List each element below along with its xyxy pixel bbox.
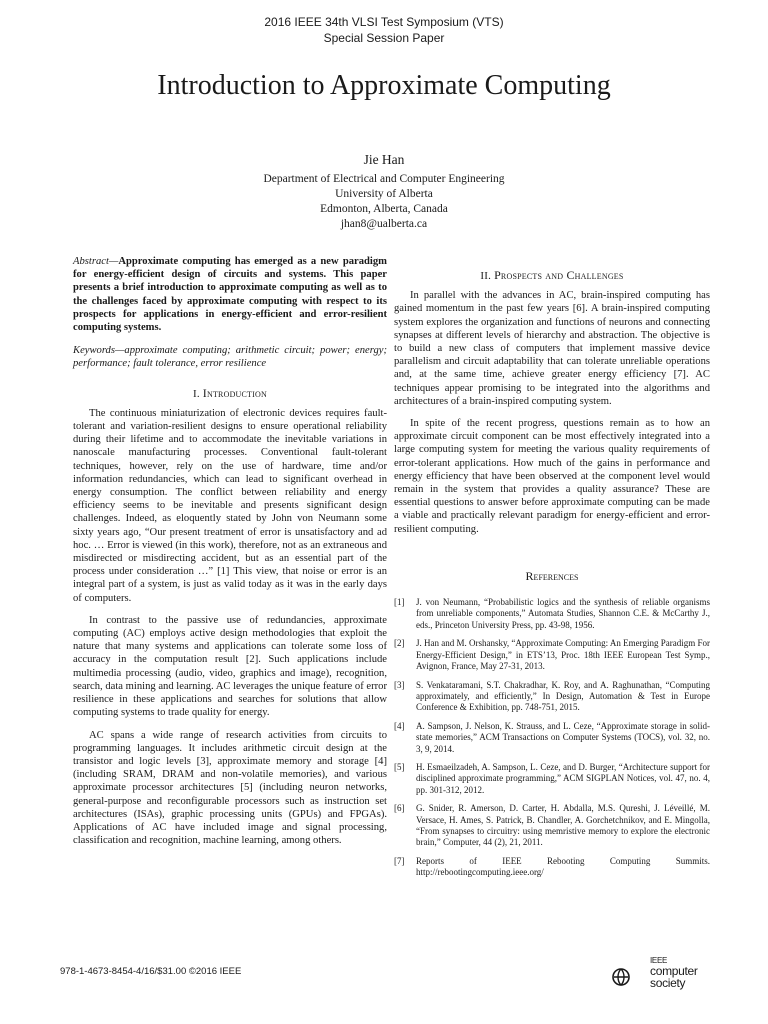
logo-computer-text: computer (650, 964, 698, 978)
reference-list (394, 597, 710, 879)
author-university: University of Alberta (335, 188, 433, 200)
footer-isbn: 978-1-4673-8454-4/16/$31.00 ©2016 IEEE (60, 966, 242, 977)
prospects-paragraph-2: In spite of the recent progress, questions remain as to how an approximate circuit component can be most effectively integrated into a large computing system for meeting the various quality requirements of error-tolerant applications. How much of the gains in performance and energy efficiency that have been observed at the component level would remain in the system that provides a quality assurance? These are essential questions to answer before approximate computing can be made a viable and practically relevant paradigm for energy-efficient and error-resilient computing. (394, 418, 710, 535)
prospects-paragraph-1: In parallel with the advances in AC, brain-inspired computing has gained momentum in the past few years [6]. A brain-inspired computing system explores the organization and functions of neurons and connecting synapses at different levels of hierarchy and abstraction. The objective is to build a new class of computers that implement massive device parallelism and circuit adaptability that can tolerate unreliable operations and, at the same time, achieve greater energy efficiency [7]. AC techniques appear promising to be integrated into the algorithms and architectures of a brain-inspired computing system. (394, 290, 710, 407)
abstract-lead: Abstract— (73, 256, 119, 267)
right-column (394, 255, 710, 886)
logo-ieee-text: IEEE (650, 956, 668, 965)
intro-paragraph-1: The continuous miniaturization of electronic devices requires fault-tolerant and variation-resilient designs to ensure operational reliability during their lifetime and to accommodate the inevitable variations in nanoscale manufacturing processes. Conventional fault-tolerant techniques, however, rely on the use of hardware, time and/or information redundancies, which can lead to significant overhead in energy consumption. The conflict between reliability and energy efficiency seems to be inevitable and presents significant design challenges. Indeed, as eloquently stated by John von Neumann some sixty years ago, “Our present treatment of error is unsatisfactory and ad hoc. … Error is viewed (in this work), therefore, not as an extraneous and misdirected or misdirecting accident, but as an essential part of the process under consideration …” [1] This view, that noise or error is an integral part of a system, is just as valid today as it was in the early days of computers. (73, 407, 387, 604)
keywords: Keywords—approximate computing; arithmetic circuit; power; energy; performance; fault tolerance, error resilience (73, 345, 387, 370)
author-name: Jie Han (363, 152, 405, 167)
logo-society-text: society (650, 976, 686, 990)
reference-item: [4] A. Sampson, J. Nelson, K. Strauss, and L. Ceze, “Approximate storage in solid-state memories,” ACM Transactions on Computer Systems (TOCS), vol. 32, no. 3, 9, 2014. (394, 720, 710, 754)
left-column (73, 255, 387, 856)
abstract-text: Approximate computing has emerged as a new paradigm for energy-efficient design of circuits and systems. This paper presents a brief introduction to approximate computing as well as to the challenges faced by approximate computing with respect to its prospects for applications in energy-efficient and error-resilient computing systems. (73, 256, 387, 334)
section-heading-prospects (394, 269, 710, 283)
reference-item: [3] S. Venkataramani, S.T. Chakradhar, K. Roy, and A. Raghunathan, “Computing approximately, and efficiently,” In Design, Automation & Test in Europe Conference & Exhibition, pp. 748-751, 2015. (394, 679, 710, 713)
reference-item: [7] Reports of IEEE Rebooting Computing Summits. http://rebootingcomputing.ieee.org/ (394, 855, 710, 878)
intro-paragraph-2: In contrast to the passive use of redundancies, approximate computing (AC) employs active design methodologies that exploit the nature that many systems and applications can tolerate some loss of accuracy in the computation result [2]. Such applications include multimedia processing (audio, video, graphics and image), recognition, search, data mining and learning. AC leverages the unique feature of error resilience in these applications and searches for solutions that allow computing systems to trade quality for energy. (73, 614, 387, 719)
paper-title: Introduction to Approximate Computing (157, 70, 611, 101)
author-email[interactable]: jhan8@ualberta.ca (340, 218, 428, 230)
conference-name: 2016 IEEE 34th VLSI Test Symposium (VTS) (264, 15, 504, 29)
reference-item: [5] H. Esmaeilzadeh, A. Sampson, L. Ceze, and D. Burger, “Architecture support for disciplined approximate programming,” ACM SIGPLAN Notices, vol. 47, no. 4, pp. 301-312, 2012. (394, 761, 710, 795)
session-label: Special Session Paper (323, 31, 445, 45)
section-title: Prospects and Challenges (494, 268, 624, 282)
references-heading: References (525, 568, 579, 583)
conference-header (0, 14, 768, 46)
section-heading-introduction (73, 387, 387, 401)
abstract (73, 255, 387, 334)
section-title: Introduction (202, 385, 267, 400)
author-location: Edmonton, Alberta, Canada (320, 203, 448, 215)
section-number: I. (193, 387, 200, 400)
author-block (0, 150, 768, 232)
section-number: II. (480, 270, 492, 282)
reference-item: [6] G. Snider, R. Amerson, D. Carter, H. Abdalla, M.S. Qureshi, J. Léveillé, M. Versace, H. Ames, S. Patrick, B. Chandler, A. Gorchetchnikov, and E. Mingolla, “From synapses to circuitry: using memristive memory to explore the electronic brain,” Computer, 44 (2), 21, 2011. (394, 803, 710, 848)
ieee-computer-society-logo (612, 958, 702, 998)
intro-paragraph-3: AC spans a wide range of research activities from circuits to programming languages. It includes arithmetic circuit design at the transistor and logic levels [3], approximate memory and storage [4] (including SRAM, DRAM and non-volatile memories), and various approximate processor architectures [5] (including neuron networks, general-purpose and reconfigurable processors such as instruction set architectures (ISAs), graphic processing units (GPUs) and FPGAs). Applications of AC have included image and signal processing, classification and recognition, machine learning, among others. (73, 729, 387, 847)
reference-item: [1] J. von Neumann, “Probabilistic logics and the synthesis of reliable organisms from unreliable components,” Automata Studies, Shannon C.E. & McCarthy J., eds., Princeton University Press, pp. 43-98, 1956. (394, 597, 710, 630)
author-department: Department of Electrical and Computer Engineering (263, 173, 505, 185)
reference-item: [2] J. Han and M. Orshansky, “Approximate Computing: An Emerging Paradigm For Energy-Efficient Design,” in ETS’13, Proc. 18th IEEE European Test Symp., Avignon, France, May 27-31, 2013. (394, 638, 710, 672)
